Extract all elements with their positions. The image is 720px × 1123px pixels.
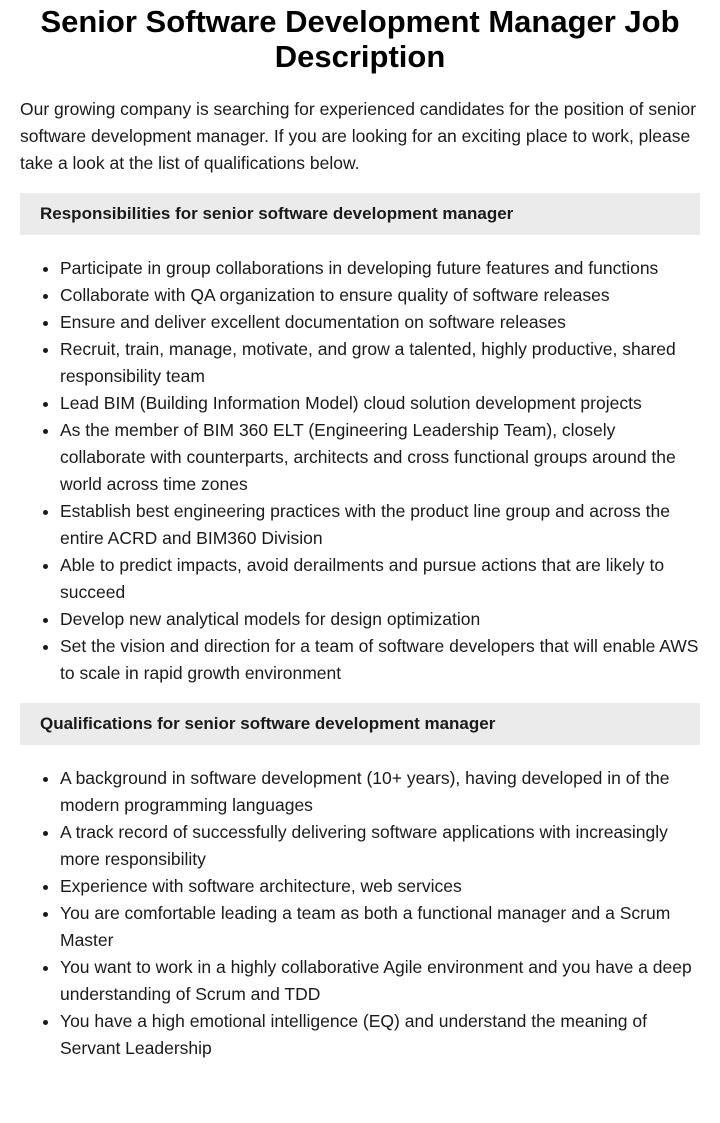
list-item: • As the member of BIM 360 ELT (Engineering Leadership Team), closely collaborate with counterparts, architects and cross functional groups around the world across time zones bbox=[60, 417, 700, 498]
list-item: • A background in software development (10+ years), having developed in of the modern programming languages bbox=[60, 765, 700, 819]
list-item: • Able to predict impacts, avoid derailments and pursue actions that are likely to succeed bbox=[60, 552, 700, 606]
list-item: • Lead BIM (Building Information Model) cloud solution development projects bbox=[60, 390, 700, 417]
list-item: • Develop new analytical models for design optimization bbox=[60, 606, 700, 633]
list-item: • Recruit, train, manage, motivate, and grow a talented, highly productive, shared responsibility team bbox=[60, 336, 700, 390]
list-item: • Participate in group collaborations in developing future features and functions bbox=[60, 255, 700, 282]
intro-paragraph: Our growing company is searching for experienced candidates for the position of senior software development manager. If you are looking for an exciting place to work, please take a look at the list of qualifications below. bbox=[20, 99, 697, 173]
responsibilities-list bbox=[20, 255, 700, 687]
list-item: • You are comfortable leading a team as both a functional manager and a Scrum Master bbox=[60, 900, 700, 954]
responsibilities-heading: Responsibilities for senior software development manager bbox=[20, 193, 700, 235]
qualifications-list bbox=[20, 765, 700, 1062]
sections bbox=[0, 193, 720, 1062]
list-item: • Establish best engineering practices with the product line group and across the entire ACRD and BIM360 Division bbox=[60, 498, 700, 552]
list-item: • You want to work in a highly collaborative Agile environment and you have a deep understanding of Scrum and TDD bbox=[60, 954, 700, 1008]
list-item: • A track record of successfully delivering software applications with increasingly more responsibility bbox=[60, 819, 700, 873]
page-title: Senior Software Development Manager Job Description bbox=[40, 4, 680, 74]
list-item: • Ensure and deliver excellent documentation on software releases bbox=[60, 309, 700, 336]
list-item: • You have a high emotional intelligence (EQ) and understand the meaning of Servant Leadership bbox=[60, 1008, 700, 1062]
list-item: • Set the vision and direction for a team of software developers that will enable AWS to scale in rapid growth environment bbox=[60, 633, 700, 687]
qualifications-heading: Qualifications for senior software development manager bbox=[20, 703, 700, 745]
list-item: • Collaborate with QA organization to ensure quality of software releases bbox=[60, 282, 700, 309]
list-item: • Experience with software architecture, web services bbox=[60, 873, 700, 900]
